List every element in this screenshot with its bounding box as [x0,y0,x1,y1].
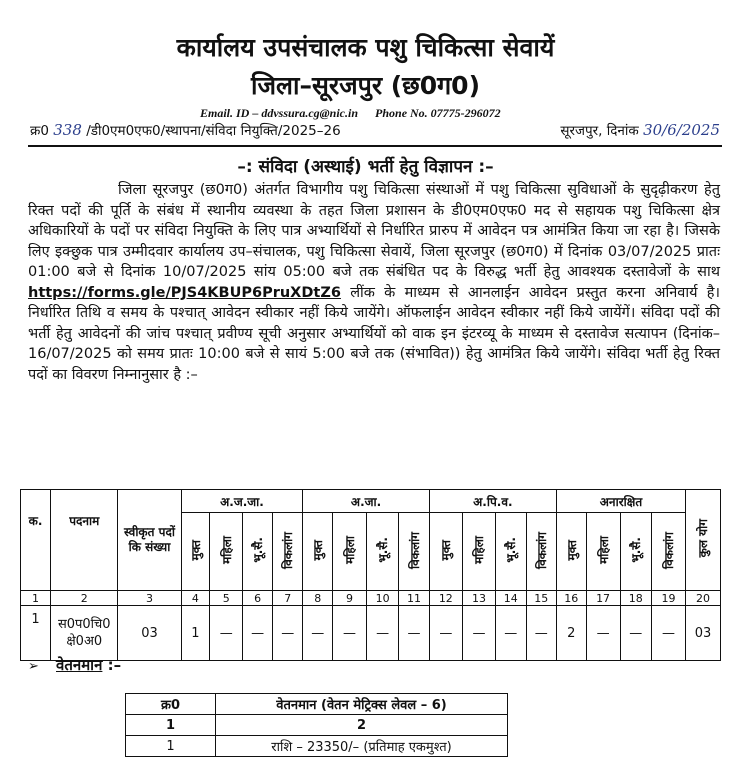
col-total: कुल योग [696,519,711,558]
sub-ex-serviceman: भू.सै. [504,537,519,563]
group-unreserved: अनारक्षित [556,490,685,513]
row-cell: — [526,606,556,661]
application-form-link[interactable]: https://forms.gle/PJS4KBUP6PruXDtZ6 [28,284,341,301]
contact-line [200,106,515,121]
row-cell: — [210,606,243,661]
col-number: 19 [651,591,685,606]
row-cell: — [367,606,399,661]
col-number: 12 [429,591,462,606]
office-title: कार्यालय उपसंचालक पशु चिकित्सा सेवायें [176,33,555,62]
group-sc: अ.जा. [303,490,429,513]
col-number: 3 [118,591,181,606]
col-number: 20 [685,591,720,606]
row-cell: — [429,606,462,661]
header-divider [28,145,722,147]
sub-women: महिला [343,536,358,565]
row-cell: — [399,606,429,661]
col-number: 17 [586,591,620,606]
table-row [21,606,721,661]
arrow-bullet-icon: ➢ [28,659,39,674]
sub-ex-serviceman: भू.सै. [251,537,266,563]
col-number: 1 [21,591,51,606]
pay-header-row [126,694,508,715]
pay-scale-suffix: :– [102,656,122,674]
group-header-row [21,490,721,513]
email-text: Email. ID – ddvssura.cg@nic.in [200,106,359,120]
col-number: 16 [556,591,586,606]
sub-disabled: विकलांग [534,531,549,569]
sub-disabled: विकलांग [661,531,676,569]
sub-open: मुक्त [188,539,203,561]
col-number: 14 [496,591,526,606]
col-sno: क. [21,490,51,591]
row-cell: — [243,606,273,661]
pay-scale-title: वेतनमान [56,656,103,674]
pay-number-row [126,715,508,736]
sub-open: मुक्त [564,539,579,561]
reference-line [30,121,720,139]
col-number: 7 [272,591,302,606]
ref-place: सूरजपुर, दिनांक [560,123,639,139]
ref-place-date [560,121,720,139]
pay-col-number: 2 [216,715,508,736]
advertisement-title: –: संविदा (अस्थाई) भर्ती हेतु विज्ञापन :– [237,157,494,177]
sub-disabled: विकलांग [281,531,296,569]
ref-date: 30/6/2025 [643,121,720,139]
col-sanctioned: स्वीकृत पदों कि संख्या [118,490,181,591]
col-number: 4 [181,591,210,606]
pay-col-sno: क्र0 [126,694,216,715]
sub-ex-serviceman: भू.सै. [629,537,644,563]
col-number: 8 [303,591,333,606]
sub-women: महिला [472,536,487,565]
pay-row-amount: राशि – 23350/– (प्रतिमाह एकमुश्त) [216,736,508,757]
sub-ex-serviceman: भू.सै. [376,537,391,563]
row-cell: 1 [181,606,210,661]
row-cell: — [303,606,333,661]
body-paragraph [28,180,720,385]
row-cell: — [272,606,302,661]
col-post: पदनाम [51,490,118,591]
col-number: 9 [333,591,367,606]
row-post: स0प0चि0 क्षे0अ0 [51,606,118,661]
sub-women: महिला [219,536,234,565]
ref-body: /डी0एम0एफ0/स्थापना/संविदा नियुक्ति/2025–26 [86,123,341,139]
col-number: 13 [462,591,495,606]
body-text-2: लींक के माध्यम से आनलाईन आवेदन प्रस्तुत करना अनिवार्य है। निर्धारित तिथि व समय के पश्चात् आवेदन स्वीकार नहीं किये जायेंगे। ऑफलाईन आवेदन स्वीकार नहीं किये जायेंगें। संविदा पदों की भर्ती हेतु आवेदनों की जांच पश्चात् प्रवीण्य सूची अनुसार अभ्यार्थियों को वाक इन इंटरव्यू के माध्यम से दस्तावेज सत्यापन (दिनांक–16/07/2025 को समय प्रातः 10:00 बजे से सायं 5:00 बजे तक (संभावित)) हेतु आमंत्रित किये जायेंगे। संविदा भर्ती हेतु रिक्त पदों का विवरण निम्नानुसार है :– [28,284,720,383]
col-number: 2 [51,591,118,606]
vacancy-table [20,489,721,661]
row-cell: 2 [556,606,586,661]
ref-number: 338 [53,121,82,139]
table-row [126,736,508,757]
pay-col-number: 1 [126,715,216,736]
body-text-1: जिला सूरजपुर (छ0ग0) अंतर्गत विभागीय पशु चिकित्सा संस्थाओं में पशु चिकित्सा सुविधाओं के सुदृढ़ीकरण हेतु रिक्त पदों की पूर्ति के संबंध में स्थानीय व्यवस्था के तहत जिला प्रशासन के डी0एम0एफ0 मद से सहायक पशु चिकित्सा क्षेत्र अधिकारियों के पदों पर संविदा नियुक्ति के लिए पात्र अभ्यार्थियों से निर्धारित प्रारुप में आवेदन पत्र आमंत्रित किया जा रहा है। जिसके लिए इक्छुक पात्र उम्मीदवार कार्यालय उप–संचालक, पशु चिकित्सा सेवायें, जिला सूरजपुर (छ0ग0) में दिनांक 03/07/2025 प्रातः 01:00 बजे से दिनांक 10/07/2025 सांय 05:00 बजे तक संबंधित पद के विरुद्ध भर्ती हेतु आवश्यक दस्तावेजों के साथ [28,182,720,280]
col-number: 18 [620,591,651,606]
group-st: अ.ज.जा. [181,490,303,513]
pay-scale-heading [28,655,121,675]
pay-col-scale: वेतनमान (वेतन मेट्रिक्स लेवल – 6) [216,694,508,715]
pay-scale-table [125,693,508,757]
row-total: 03 [685,606,720,661]
row-cell: — [651,606,685,661]
row-sno: 1 [21,606,51,661]
col-number: 11 [399,591,429,606]
row-cell: — [496,606,526,661]
ref-prefix: क्र0 [30,123,49,139]
col-number: 10 [367,591,399,606]
sub-disabled: विकलांग [407,531,422,569]
column-number-row [21,591,721,606]
col-number: 6 [243,591,273,606]
row-cell: — [620,606,651,661]
col-number: 5 [210,591,243,606]
col-number: 15 [526,591,556,606]
row-cell: — [333,606,367,661]
sub-open: मुक्त [439,539,454,561]
group-obc: अ.पि.व. [429,490,556,513]
phone-text: Phone No. 07775-296072 [375,106,501,120]
row-sanctioned: 03 [118,606,181,661]
row-cell: — [586,606,620,661]
sub-open: मुक्त [311,539,326,561]
row-cell: — [462,606,495,661]
pay-row-sno: 1 [126,736,216,757]
sub-women: महिला [596,536,611,565]
district-title: जिला–सूरजपुर (छ0ग0) [251,71,480,100]
